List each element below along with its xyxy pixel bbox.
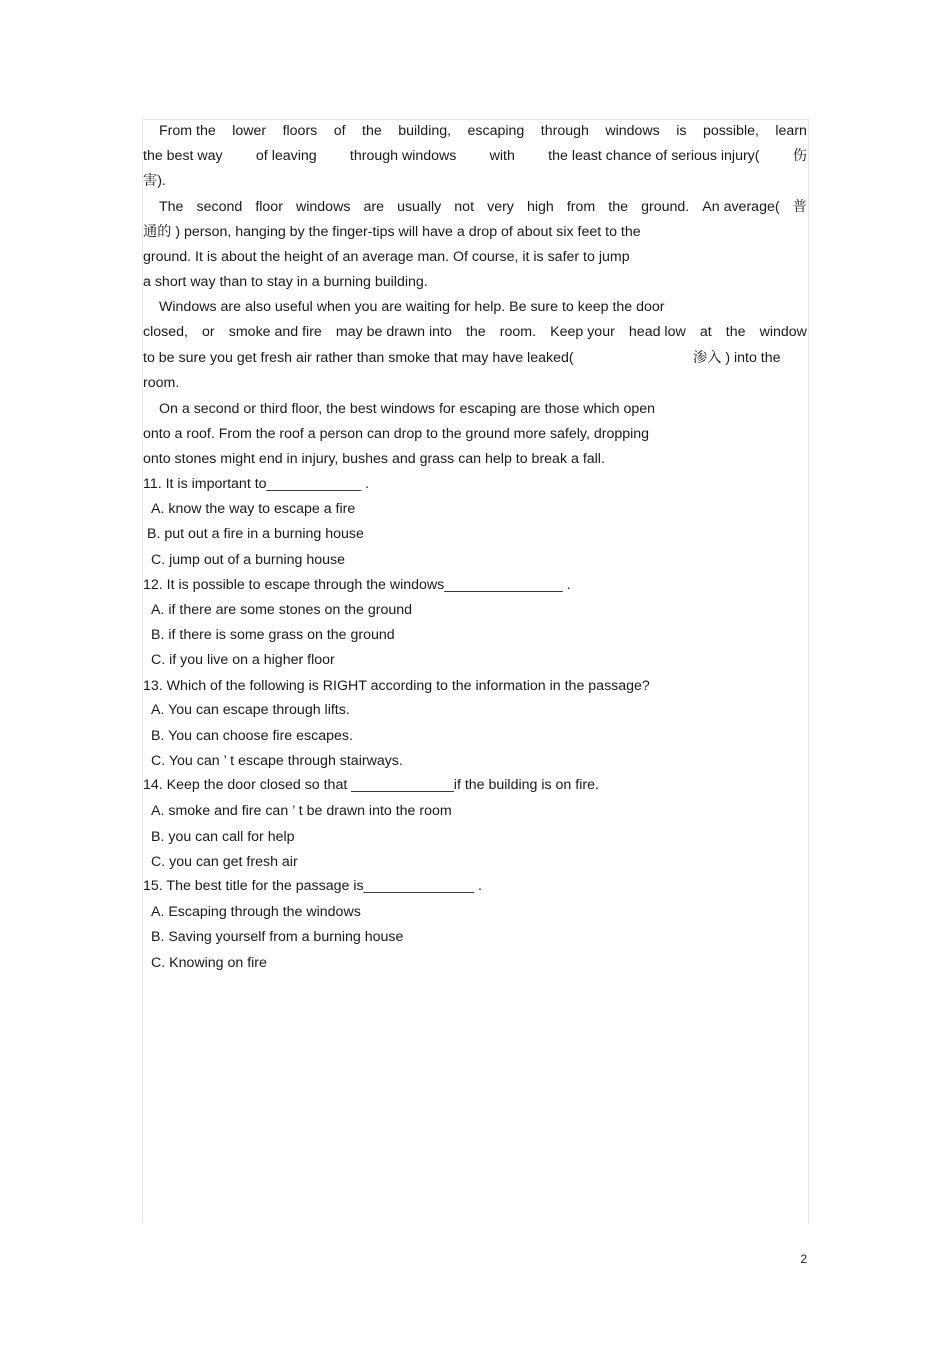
passage-line: From the lower floors of the building, escaping through windows is possible, learn: [159, 123, 807, 139]
answer-option: A. You can escape through lifts.: [151, 702, 350, 718]
passage-line: onto a roof. From the roof a person can drop to the ground more safely, dropping: [143, 426, 650, 442]
passage-line: room.: [143, 375, 180, 391]
passage-line: Windows are also useful when you are waiting for help. Be sure to keep the door: [159, 299, 665, 315]
question-stem: 15. The best title for the passage is______________ .: [143, 878, 482, 894]
passage-line: 害).: [143, 173, 166, 189]
answer-option: C. You can ’ t escape through stairways.: [151, 753, 403, 769]
question-stem: 14. Keep the door closed so that _____________if the building is on fire.: [143, 777, 599, 793]
passage-line: a short way than to stay in a burning building.: [143, 274, 428, 290]
answer-option: A. if there are some stones on the ground: [151, 602, 413, 618]
answer-option: A. smoke and fire can ’ t be drawn into the room: [151, 803, 452, 819]
answer-option: C. jump out of a burning house: [151, 552, 346, 568]
answer-option: B. Saving yourself from a burning house: [151, 929, 404, 945]
answer-option: B. if there is some grass on the ground: [151, 627, 395, 643]
page-number: 2: [800, 1252, 807, 1266]
passage-line: ground. It is about the height of an average man. Of course, it is safer to jump: [143, 249, 630, 265]
answer-option: B. you can call for help: [151, 829, 295, 845]
passage-line: 通的 ) person, hanging by the finger-tips will have a drop of about six feet to the: [143, 224, 641, 240]
answer-option: A. Escaping through the windows: [151, 904, 361, 920]
passage-line: the best way of leaving through windows with the least chance of serious injury( 伤: [143, 148, 807, 164]
answer-option: C. Knowing on fire: [151, 955, 267, 971]
passage-line: to be sure you get fresh air rather than smoke that may have leaked( 渗入 ) into the: [143, 350, 781, 366]
question-stem: 12. It is possible to escape through the windows_______________ .: [143, 577, 571, 593]
answer-option: B. put out a fire in a burning house: [147, 526, 364, 542]
question-stem: 13. Which of the following is RIGHT according to the information in the passage?: [143, 678, 650, 694]
passage-line: closed, or smoke and fire may be drawn into the room. Keep your head low at the window: [143, 324, 807, 340]
passage-line: onto stones might end in injury, bushes and grass can help to break a fall.: [143, 451, 605, 467]
answer-option: B. You can choose fire escapes.: [151, 728, 353, 744]
answer-option: C. you can get fresh air: [151, 854, 298, 870]
answer-option: C. if you live on a higher floor: [151, 652, 335, 668]
question-stem: 11. It is important to____________ .: [143, 476, 370, 492]
passage-line: On a second or third floor, the best windows for escaping are those which open: [159, 401, 656, 417]
answer-option: A. know the way to escape a fire: [151, 501, 356, 517]
passage-line: The second floor windows are usually not very high from the ground. An average( 普: [159, 199, 807, 215]
